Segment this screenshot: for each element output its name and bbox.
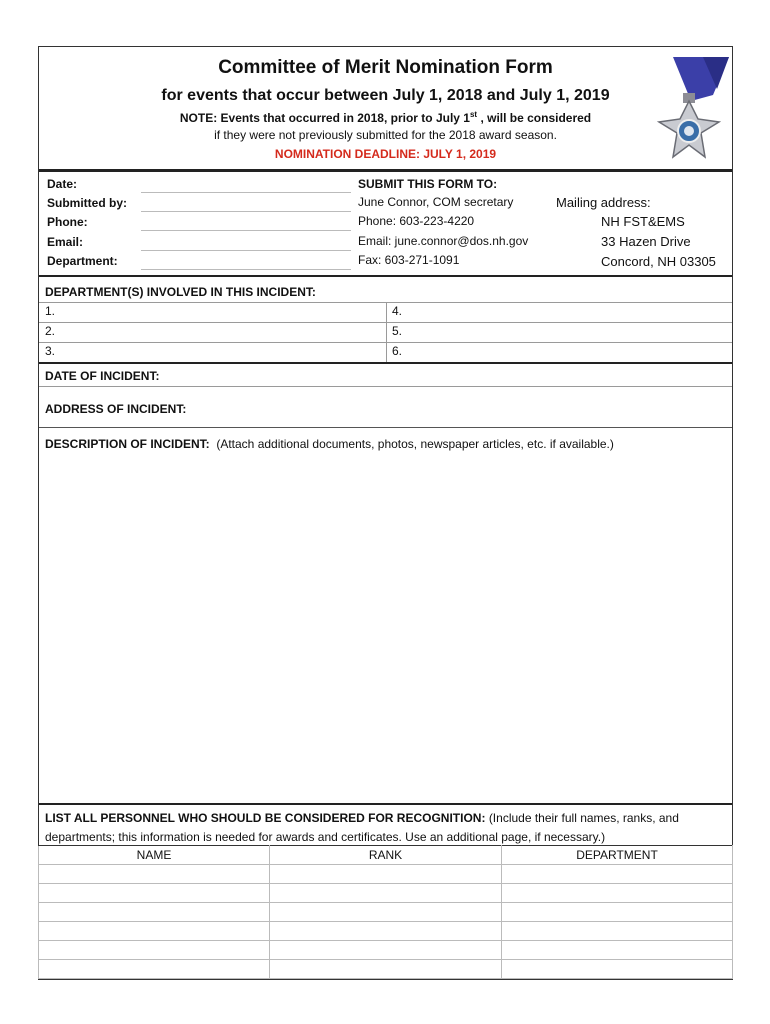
table-cell[interactable] [270,865,502,884]
mailing-line-3: Concord, NH 03305 [601,254,716,269]
note-label: NOTE: [179,111,218,125]
date-field[interactable] [141,192,351,193]
incident-address-label: ADDRESS OF INCIDENT: [45,402,187,416]
mailing-label: Mailing address: [556,195,651,210]
table-cell[interactable] [270,960,502,979]
medal-icon [643,55,735,165]
submitted-by-label: Submitted by: [47,196,127,210]
table-cell[interactable] [502,941,733,960]
table-cell[interactable] [39,865,270,884]
column-department: DEPARTMENT [502,846,733,865]
table-row[interactable] [39,865,733,884]
header-divider [39,169,732,172]
department-item-5: 5. [392,324,403,338]
nomination-deadline: NOMINATION DEADLINE: JULY 1, 2019 [274,147,497,161]
table-cell[interactable] [39,884,270,903]
description-area[interactable] [39,455,732,803]
department-field[interactable] [141,269,351,270]
email-field[interactable] [141,250,351,251]
table-cell[interactable] [502,884,733,903]
secretary-email: Email: june.connor@dos.nh.gov [358,234,529,248]
personnel-table [38,845,733,979]
column-name: NAME [39,846,270,865]
table-cell[interactable] [502,922,733,941]
table-row[interactable] [39,884,733,903]
incident-description [45,437,614,451]
column-rank: RANK [270,846,502,865]
form-subtitle: for events that occur between July 1, 2018 and July 1, 2019 [161,87,610,104]
department-item-6: 6. [392,344,403,358]
table-cell[interactable] [502,865,733,884]
department-item-1: 1. [45,304,56,318]
incident-address-line [39,427,732,428]
table-row[interactable] [39,903,733,922]
secretary-name: June Connor, COM secretary [358,195,514,209]
incident-date-line [39,386,732,387]
department-label: Department: [47,254,118,268]
secretary-fax: Fax: 603-271-1091 [358,253,460,267]
incident-description-label: DESCRIPTION OF INCIDENT: [45,437,210,451]
email-label: Email: [47,235,84,249]
submitted-by-field[interactable] [141,211,351,212]
phone-field[interactable] [141,230,351,231]
note-text: Events that occurred in 2018, prior to July 1 [220,111,470,125]
department-item-2: 2. [45,324,56,338]
mailing-line-1: NH FST&EMS [601,214,685,229]
note-superscript: st [469,110,478,119]
table-cell[interactable] [502,903,733,922]
incident-date-label: DATE OF INCIDENT: [45,369,160,383]
note-line-1 [39,110,732,125]
departments-divider [39,362,732,364]
phone-label: Phone: [47,215,88,229]
description-divider [39,803,732,805]
secretary-phone: Phone: 603-223-4220 [358,214,475,228]
note-line-2: if they were not previously submitted for the 2018 award season. [214,128,557,142]
table-cell[interactable] [39,960,270,979]
submit-heading: SUBMIT THIS FORM TO: [358,177,498,191]
departments-heading: DEPARTMENT(S) INVOLVED IN THIS INCIDENT: [45,285,316,299]
incident-description-hint: (Attach additional documents, photos, newspaper articles, etc. if available.) [216,437,614,451]
note-text-tail: , will be considered [480,111,592,125]
table-cell[interactable] [270,884,502,903]
contact-divider [39,275,732,277]
personnel-heading: LIST ALL PERSONNEL WHO SHOULD BE CONSIDERED FOR RECOGNITION: [45,811,486,825]
dept-col-line [386,302,387,362]
personnel-instructions [45,809,730,847]
table-cell[interactable] [39,903,270,922]
mailing-line-2: 33 Hazen Drive [601,234,691,249]
form-title: Committee of Merit Nomination Form [218,57,553,78]
table-cell[interactable] [39,922,270,941]
table-row[interactable] [39,960,733,979]
table-cell[interactable] [39,941,270,960]
personnel-hint-1: (Include their full names, ranks, and [488,811,679,825]
table-row[interactable] [39,922,733,941]
department-item-4: 4. [392,304,403,318]
date-label: Date: [47,177,78,191]
department-item-3: 3. [45,344,56,358]
table-cell[interactable] [270,922,502,941]
personnel-hint-2: departments; this information is needed for awards and certificates. Use an additional page, if necessary.) [45,830,606,844]
table-header-row [39,846,733,865]
table-row[interactable] [39,941,733,960]
table-cell[interactable] [502,960,733,979]
nomination-form [38,46,733,980]
table-cell[interactable] [270,941,502,960]
table-cell[interactable] [270,903,502,922]
